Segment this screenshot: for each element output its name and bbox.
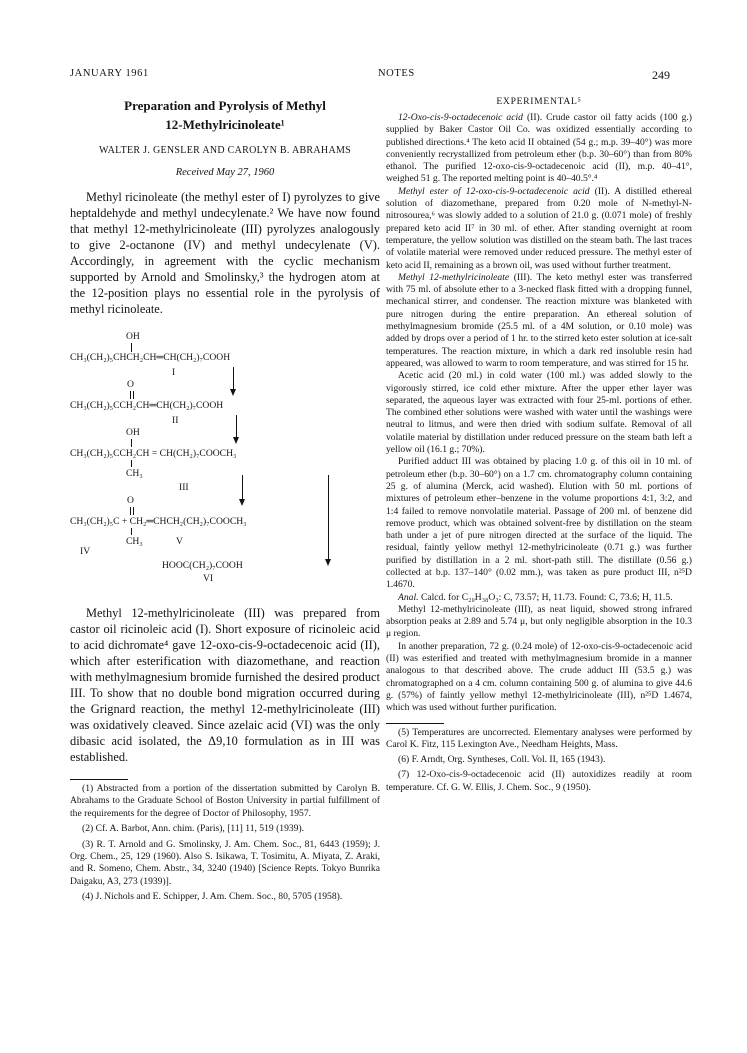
page-number: 249 [652,68,670,82]
footnote-5: (5) Temperatures are uncorrected. Elementary analyses were performed by Carol K. Fitz, 115 Lexington Ave., Needham Heights, Mass. [386,726,692,750]
experimental-paragraph-5: Purified adduct III was obtained by placing 1.0 g. of this oil in 10 ml. of petroleum ether (b.p. 30–60°) on a 1.7 cm. chromatography column containing 25 g. of alumina (Merck, acid washed). Elution with 50 ml. portions of mixtures of petroleum ether–benzene in the volume proportions 4:1, 3:2, and 1:4 failed to remove nonvolatile material. Passage of 200 ml. of benzene did remove product, which was obtained solvent-free by distillation on the steam bath under a jet of pure nitrogen directed at the surface of the liquid. The residual, faintly yellow methyl 12-methylricinoleate (0.71 g.) was further purified by distillation in a 2 ml. short-path still. The distillate (0.56 g.) collected at b.p. 137–140° (0.02 mm.), was taken as pure product III, n²⁵D 1.4670. [386,456,692,591]
arrow-shaft-4 [328,475,329,561]
arrow-head-4 [325,559,331,566]
arrow-head-1 [230,389,236,396]
compound-label-III: III [179,482,189,493]
experimental-heading: EXPERIMENTAL⁵ [496,96,582,107]
formula-III: CH₃(CH₂)₅CCH₂CH = CH(CH₂)₇COOCH₃ [70,448,237,459]
footnote-4: (4) J. Nichols and E. Schipper, J. Am. Chem. Soc., 80, 5705 (1958). [82,891,343,903]
reaction-scheme [70,331,380,643]
running-header-date: JANUARY 1961 [70,68,149,79]
footnote-7: (7) 12-Oxo-cis-9-octadecenoic acid (II) autoxidizes readily at room temperature. Cf. G. W. Ellis, J. Chem. Soc., 9 (1950). [386,769,692,793]
footnote-1: (1) Abstracted from a portion of the dissertation submitted by Carolyn B. Abrahams to the Graduate School of Boston University in partial fulfillment of the requirements for the degree of Doctor of Philosophy, 1957. [70,783,380,819]
bond-IV-b [133,507,134,515]
arrow-shaft-2 [236,415,237,439]
formula-II: CH₃(CH₂)₅CCH₂CH═CH(CH₂)₇COOH [70,400,224,411]
arrow-head-3 [239,499,245,506]
arrow-shaft-3 [242,475,243,501]
experimental-text-6: Calcd. for C₂₀H₃₈O₃: C, 73.57; H, 11.73. Found: C, 73.6; H, 11.5. [420,591,673,603]
article-authors: WALTER J. GENSLER AND CAROLYN B. ABRAHAMS [98,145,352,156]
hydroxyl-label-I: OH [126,331,140,342]
bond-III-bottom [131,460,132,467]
formula-VI: HOOC(CH₂)₇COOH [162,560,243,571]
article-title-line-2: 12-Methylricinoleate¹ [165,117,285,132]
experimental-paragraph-2 [386,186,692,272]
footnote-6: (6) F. Arndt, Org. Syntheses, Coll. Vol. II, 165 (1943). [398,754,606,766]
bond-II-b [133,391,134,399]
article-title-line-1: Preparation and Pyrolysis of Methyl [124,98,326,113]
compound-name-II-ester: Methyl ester of 12-oxo-cis-9-octadecenoic acid [398,185,590,197]
left-column [70,96,380,904]
running-header-section: NOTES [378,68,415,79]
experimental-paragraph-4: Acetic acid (20 ml.) in cold water (100 ml.) was added slowly to the vigorously stirred, ice cold ether mixture. After the upper ether layer was separated, the aqueous layer was extracted with four 25-ml. portions of ether. The combined ether solutions were washed with water until the washings were neutral to litmus, and were then dried with sodium sulfate. Removal of all volatile material by distillation under reduced pressure on the steam bath left a yellow oil (16.1 g.; 70%). [386,370,692,456]
methyl-label-IV: CH₃ [126,536,143,547]
intro-paragraph: Methyl ricinoleate (the methyl ester of I) pyrolyzes to give heptaldehyde and methyl undecylenate.² We have now found that methyl 12-methylricinoleate (III) pyrolyzes analogously to give 2-octanone (IV) and methyl undecylenate (V). Accordingly, in agreement with the cyclic mechanism supported by Arnold and Smolinsky,³ the hydrogen atom at the 12-position plays no essential role in the pyrolysis of methyl ricinoleate. [70,190,380,316]
bond-III-top [131,439,132,447]
hydroxyl-label-III: OH [126,427,140,438]
compound-label-IV: IV [80,546,91,557]
oxo-label-II: O [127,379,134,390]
experimental-paragraph-3 [386,272,692,370]
footnote-divider-left [70,779,128,780]
arrow-shaft-1 [233,367,234,391]
compound-name-II: 12-Oxo-cis-9-octadecenoic acid [398,112,523,123]
footnote-2: (2) Cf. A. Barbot, Ann. chim. (Paris), [11] 11, 519 (1939). [82,823,305,835]
experimental-paragraph-8: In another preparation, 72 g. (0.24 mole) of 12-oxo-cis-9-octadecenoic acid (II) was esterified and treated with methylmagnesium bromide in a manner analogous to that described above. The crude adduct III (53.5 g.) was chromatographed on a 4 cm. column containing 500 g. of alumina to give 44.6 g. (57%) of faintly yellow methyl 12-methylricinoleate (III), n²⁵D 1.4674, which was used without further purification. [386,640,692,714]
compound-label-I: I [172,367,176,378]
arrow-head-2 [233,437,239,444]
formula-IV-V: CH₃(CH₂)₅C + CH₂═CHCH₂(CH₂)₇COOCH₃ [70,516,247,527]
second-paragraph: Methyl 12-methylricinoleate (III) was prepared from castor oil ricinoleic acid (I). Short exposure of ricinoleic acid to acid dichromate⁴ gave 12-oxo-cis-9-octadecenoic acid (II), which after esterification with diazomethane, and reaction with methylmagnesium bromide furnished the desired product III. To show that no double bond migration occurred during the Grignard reaction, the methyl 12-methylricinoleate (III) was oxidatively cleaved. Since azelaic acid (VI) was the only dibasic acid isolated, the Δ9,10 formulation as in III was established. [70,606,380,764]
bond-IV-a [130,507,131,515]
received-date: Received May 27, 1960 [175,167,275,178]
experimental-paragraph-7: Methyl 12-methylricinoleate (III), as neat liquid, showed strong infrared absorption peaks at 2.89 and 5.74 μ, but only negligible absorption in the 10.3 μ region. [386,603,692,640]
compound-label-V: V [176,536,183,547]
formula-I: CH₃(CH₂)₅CHCH₂CH═CH(CH₂)₇COOH [70,352,231,363]
experimental-text-1: (II). Crude castor oil fatty acids (100 g.) supplied by Baker Castor Oil Co. was oxidized essentially according to published directions.⁴ The keto acid II obtained (54 g.; m.p. 39–40°) was more conveniently recrystallized from petroleum ether (b.p. 30–60°) than from 80% ethanol. The purified 12-oxo-cis-9-octadecenoic acid (II), m.p. 40–41°, weighed 51 g. The reported melting point is 40–40.5°.⁴ [386,112,692,185]
footnote-divider-right [386,723,444,724]
compound-name-III: Methyl 12-methylricinoleate [398,271,510,283]
experimental-text-3: (III). The keto methyl ester was transferred with 75 ml. of absolute ether to a 3-necked flask fitted with a dropping funnel, mechanical stirrer, and condenser. The reaction mixture was blanketed with pure nitrogen during the entire preparation. An ethereal solution of methylmagnesium bromide (25.5 ml. of a 4M solution, or 0.10 mole) was added by drops over a period of 1 hr. to the stirred keto ester solution at ice-salt temperatures. The reaction mixture, in which a dark red insoluble resin had appeared, was allowed to warm to room temperature, and was stirred for 15 hr. [386,271,692,369]
experimental-text-2: (II). A distilled ethereal solution of diazomethane, prepared from 0.20 mole of N-methyl-N-nitrosourea,⁶ was slowly added to a solution of 21.0 g. (0.071 mole) of freshly prepared keto acid II⁷ in 30 ml. of ether. After standing overnight at room temperature, the yellow solution was distilled on the steam bath. The last traces of volatile material were removed under reduced pressure. The methyl ester of keto acid II, remaining as a brown oil, was used without further treatment. [386,185,692,271]
analysis-label: Anal. [398,591,419,603]
experimental-paragraph-6 [386,592,692,604]
oxo-label-IV: O [127,495,134,506]
right-column [386,96,692,794]
compound-label-VI: VI [203,573,214,584]
methyl-label-III: CH₃ [126,468,143,479]
footnote-3: (3) R. T. Arnold and G. Smolinsky, J. Am. Chem. Soc., 81, 6443 (1959); J. Org. Chem., 25, 129 (1960). Also S. Isikawa, T. Tosimitu, A. Miyata, Z. Araki, and R. Someno, Chem. Abstr., 34, 3240 (1940) [Science Repts. Tokyo Bunrika Daigaku, A3, 273 (1939)]. [70,838,380,887]
bond-IV-bottom [131,528,132,535]
experimental-paragraph-1 [386,112,692,186]
bond-II-a [130,391,131,399]
compound-label-II: II [172,415,179,426]
bond-I [131,343,132,352]
